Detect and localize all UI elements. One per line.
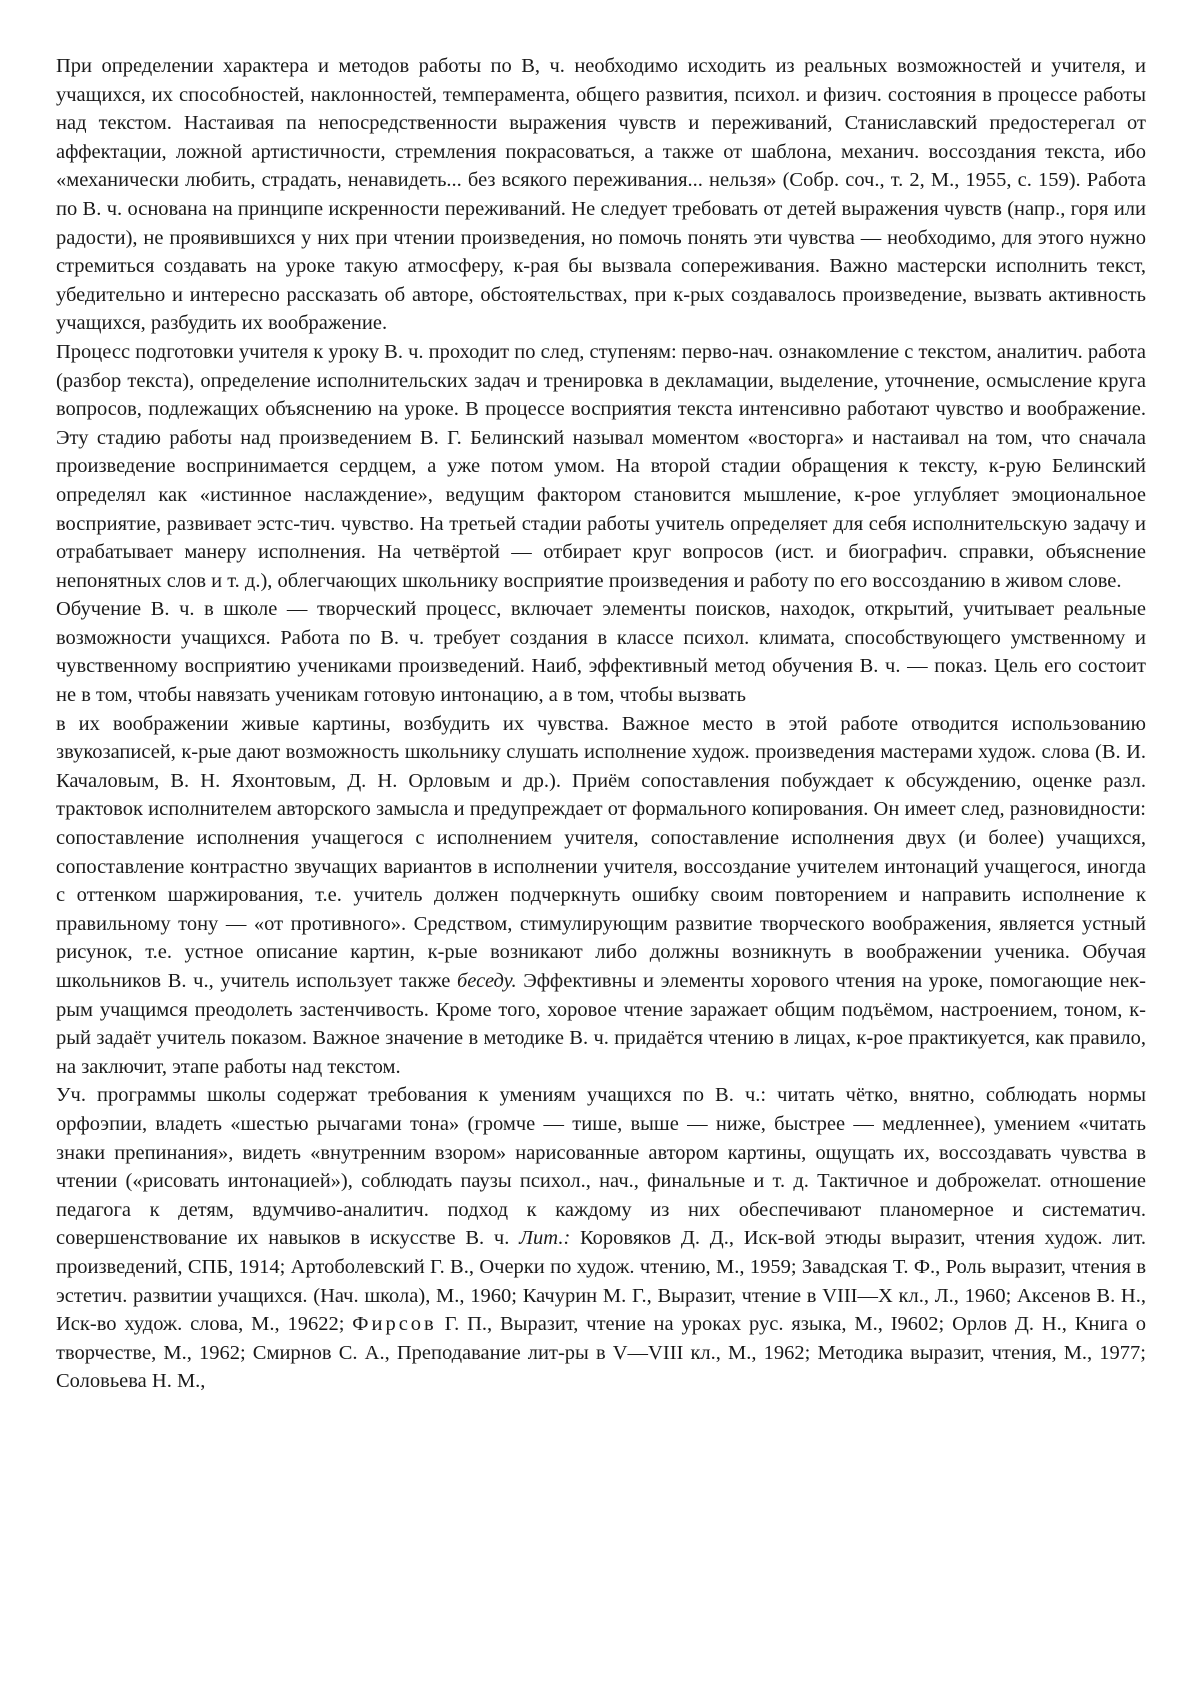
paragraph-5-text-b: Коровяков Д. Д., Иск-вой этюды выразит, чтения худож. лит. произведений, СПБ, 1914; Артоболевский Г. В., Очерки по худож. чтению, М., 1959; Завадская Т. Ф., Роль выразит, чтения в эстетич. развитии учащихся. (Нач. школа), М., 1960; Качурин М. Г., Выразит, чтение в VIII—X кл., Л., 1960; Аксенов В. Н., Иск-во худож. слова, М., 19622; xyxy=(56,1227,1146,1336)
paragraph-5-text-a: Уч. программы школы содержат требования к умениям учащихся по В. ч.: читать чётко, внятно, соблюдать нормы орфоэпии, владеть «шестью рычагами тона» (громче — тише, выше — ниже, быстрее — медленнее), умением «читать знаки препинания», видеть «внутренним взором» нарисованные автором картины, ощущать их, воссоздавать чувства в чтении («рисовать интонацией»), соблюдать паузы психол., нач., финальные и т. д. Тактичное и доброжелат. отношение педагога к детям, вдумчиво-аналитич. подход к каждому из них обеспечивают планомерное и систематич. совершенствование их навыков в искусстве В. ч. xyxy=(56,1084,1146,1250)
paragraph-1-text: При определении характера и методов работы по В, ч. необходимо исходить из реальных возможностей и учителя, и учащихся, их способностей, наклонностей, темперамента, общего развития, психол. и физич. состояния в процессе работы над текстом. Настаивая па непосредственности выражения чувств и переживаний, Станиславский предостерегал от аффектации, ложной артистичности, стремления покрасоваться, а также от шаблона, механич. воссоздания текста, ибо «механически любить, страдать, ненавидеть... без всякого переживания... нельзя» (Собр. соч., т. 2, М., 1955, с. 159). Работа по В. ч. основана на принципе искренности переживаний. Не следует требовать от детей выражения чувств (напр., горя или радости), не проявившихся у них при чтении произведения, но помочь понять эти чувства — необходимо, для этого нужно стремиться создавать на уроке такую атмосферу, к-рая бы вызвала сопереживания. Важно мастерски исполнить текст, убедительно и интересно рассказать об авторе, обстоятельствах, при к-рых создавалось произведение, вызвать активность учащихся, разбудить их воображение. xyxy=(56,55,1146,335)
spaced-author-name: Фирсов xyxy=(352,1313,437,1336)
paragraph-2-text: Процесс подготовки учителя к уроку В. ч. проходит по след, ступеням: перво-нач. ознакомление с текстом, аналитич. работа (разбор текста), определение исполнительских задач и тренировка в декламации, выделение, уточнение, осмысление круга вопросов, подлежащих объяснению на уроке. В процессе восприятия текста интенсивно работают чувство и воображение. Эту стадию работы над произведением В. Г. Белинский называл моментом «восторга» и настаивал на том, что сначала произведение воспринимается сердцем, а уже потом умом. На второй стадии обращения к тексту, к-рую Белинский определял как «истинное наслаждение», ведущим фактором становится мышление, к-рое углубляет эмоциональное восприятие, развивает эстс-тич. чувство. На третьей стадии работы учитель определяет для себя исполнительскую задачу и отрабатывает манеру исполнения. На четвёртой — отбирает круг вопросов (ист. и биографич. справки, объяснение непонятных слов и т. д.), облегчающих школьнику восприятие произведения и работу по его воссозданию в живом слове. xyxy=(56,340,1146,592)
paragraph-3-text: Обучение В. ч. в школе — творческий процесс, включает элементы поисков, находок, открытий, учитывает реальные возможности учащихся. Работа по В. ч. требует создания в классе психол. климата, способствующего умственному и чувственному восприятию учениками произведений. Наиб, эффективный метод обучения В. ч. — показ. Цель его состоит не в том, чтобы навязать ученикам готовую интонацию, а в том, чтобы вызвать xyxy=(56,598,1146,707)
literature-label: Лит.: xyxy=(519,1227,571,1250)
paragraph-1 xyxy=(56,52,1146,338)
paragraph-4-text-a: в их воображении живые картины, возбудить их чувства. Важное место в этой работе отводится использованию звукозаписей, к-рые дают возможность школьнику слушать исполнение худож. произведения мастерами худож. слова (В. И. Качаловым, В. Н. Яхонтовым, Д. Н. Орловым и др.). Приём сопоставления побуждает к обсуждению, оценке разл. трактовок исполнителем авторского замысла и предупреждает от формального копирования. Он имеет след, разновидности: сопоставление исполнения учащегося с исполнением учителя, сопоставление исполнения двух (и более) учащихся, сопоставление контрастно звучащих вариантов в исполнении учителя, воссоздание учителем интонаций учащегося, иногда с оттенком шаржирования, т.е. учитель должен подчеркнуть ошибку своим повторением и направить исполнение к правильному тону — «от противного». Средством, стимулирующим развитие творческого воображения, является устный рисунок, т.е. устное описание картин, к-рые возникают либо должны возникнуть в воображении ученика. Обучая школьников В. ч., учитель использует также xyxy=(56,712,1146,992)
paragraph-3 xyxy=(56,595,1146,709)
paragraph-4-italic-term: беседу. xyxy=(457,970,517,992)
paragraph-4 xyxy=(56,710,1146,1082)
document-page xyxy=(56,52,1146,1396)
paragraph-2 xyxy=(56,338,1146,595)
paragraph-4-text-b: Эффективны и элементы хорового чтения на уроке, помогающие нек-рым учащимся преодолеть застенчивость. Кроме того, хоровое чтение заражает общим подъёмом, настроением, тоном, к-рый задаёт учитель показом. Важное значение в методике В. ч. придаётся чтению в лицах, к-рое практикуется, как правило, на заключит, этапе работы над текстом. xyxy=(56,970,1146,1078)
paragraph-5 xyxy=(56,1081,1146,1396)
paragraph-5-text-c: Г. П., Выразит, чтение на уроках рус. языка, М., I9602; Орлов Д. Н., Книга о творчестве, М., 1962; Смирнов С. А., Преподавание лит-ры в V—VIII кл., М., 1962; Методика выразит, чтения, М., 1977; Соловьева Н. М., xyxy=(56,1313,1146,1393)
